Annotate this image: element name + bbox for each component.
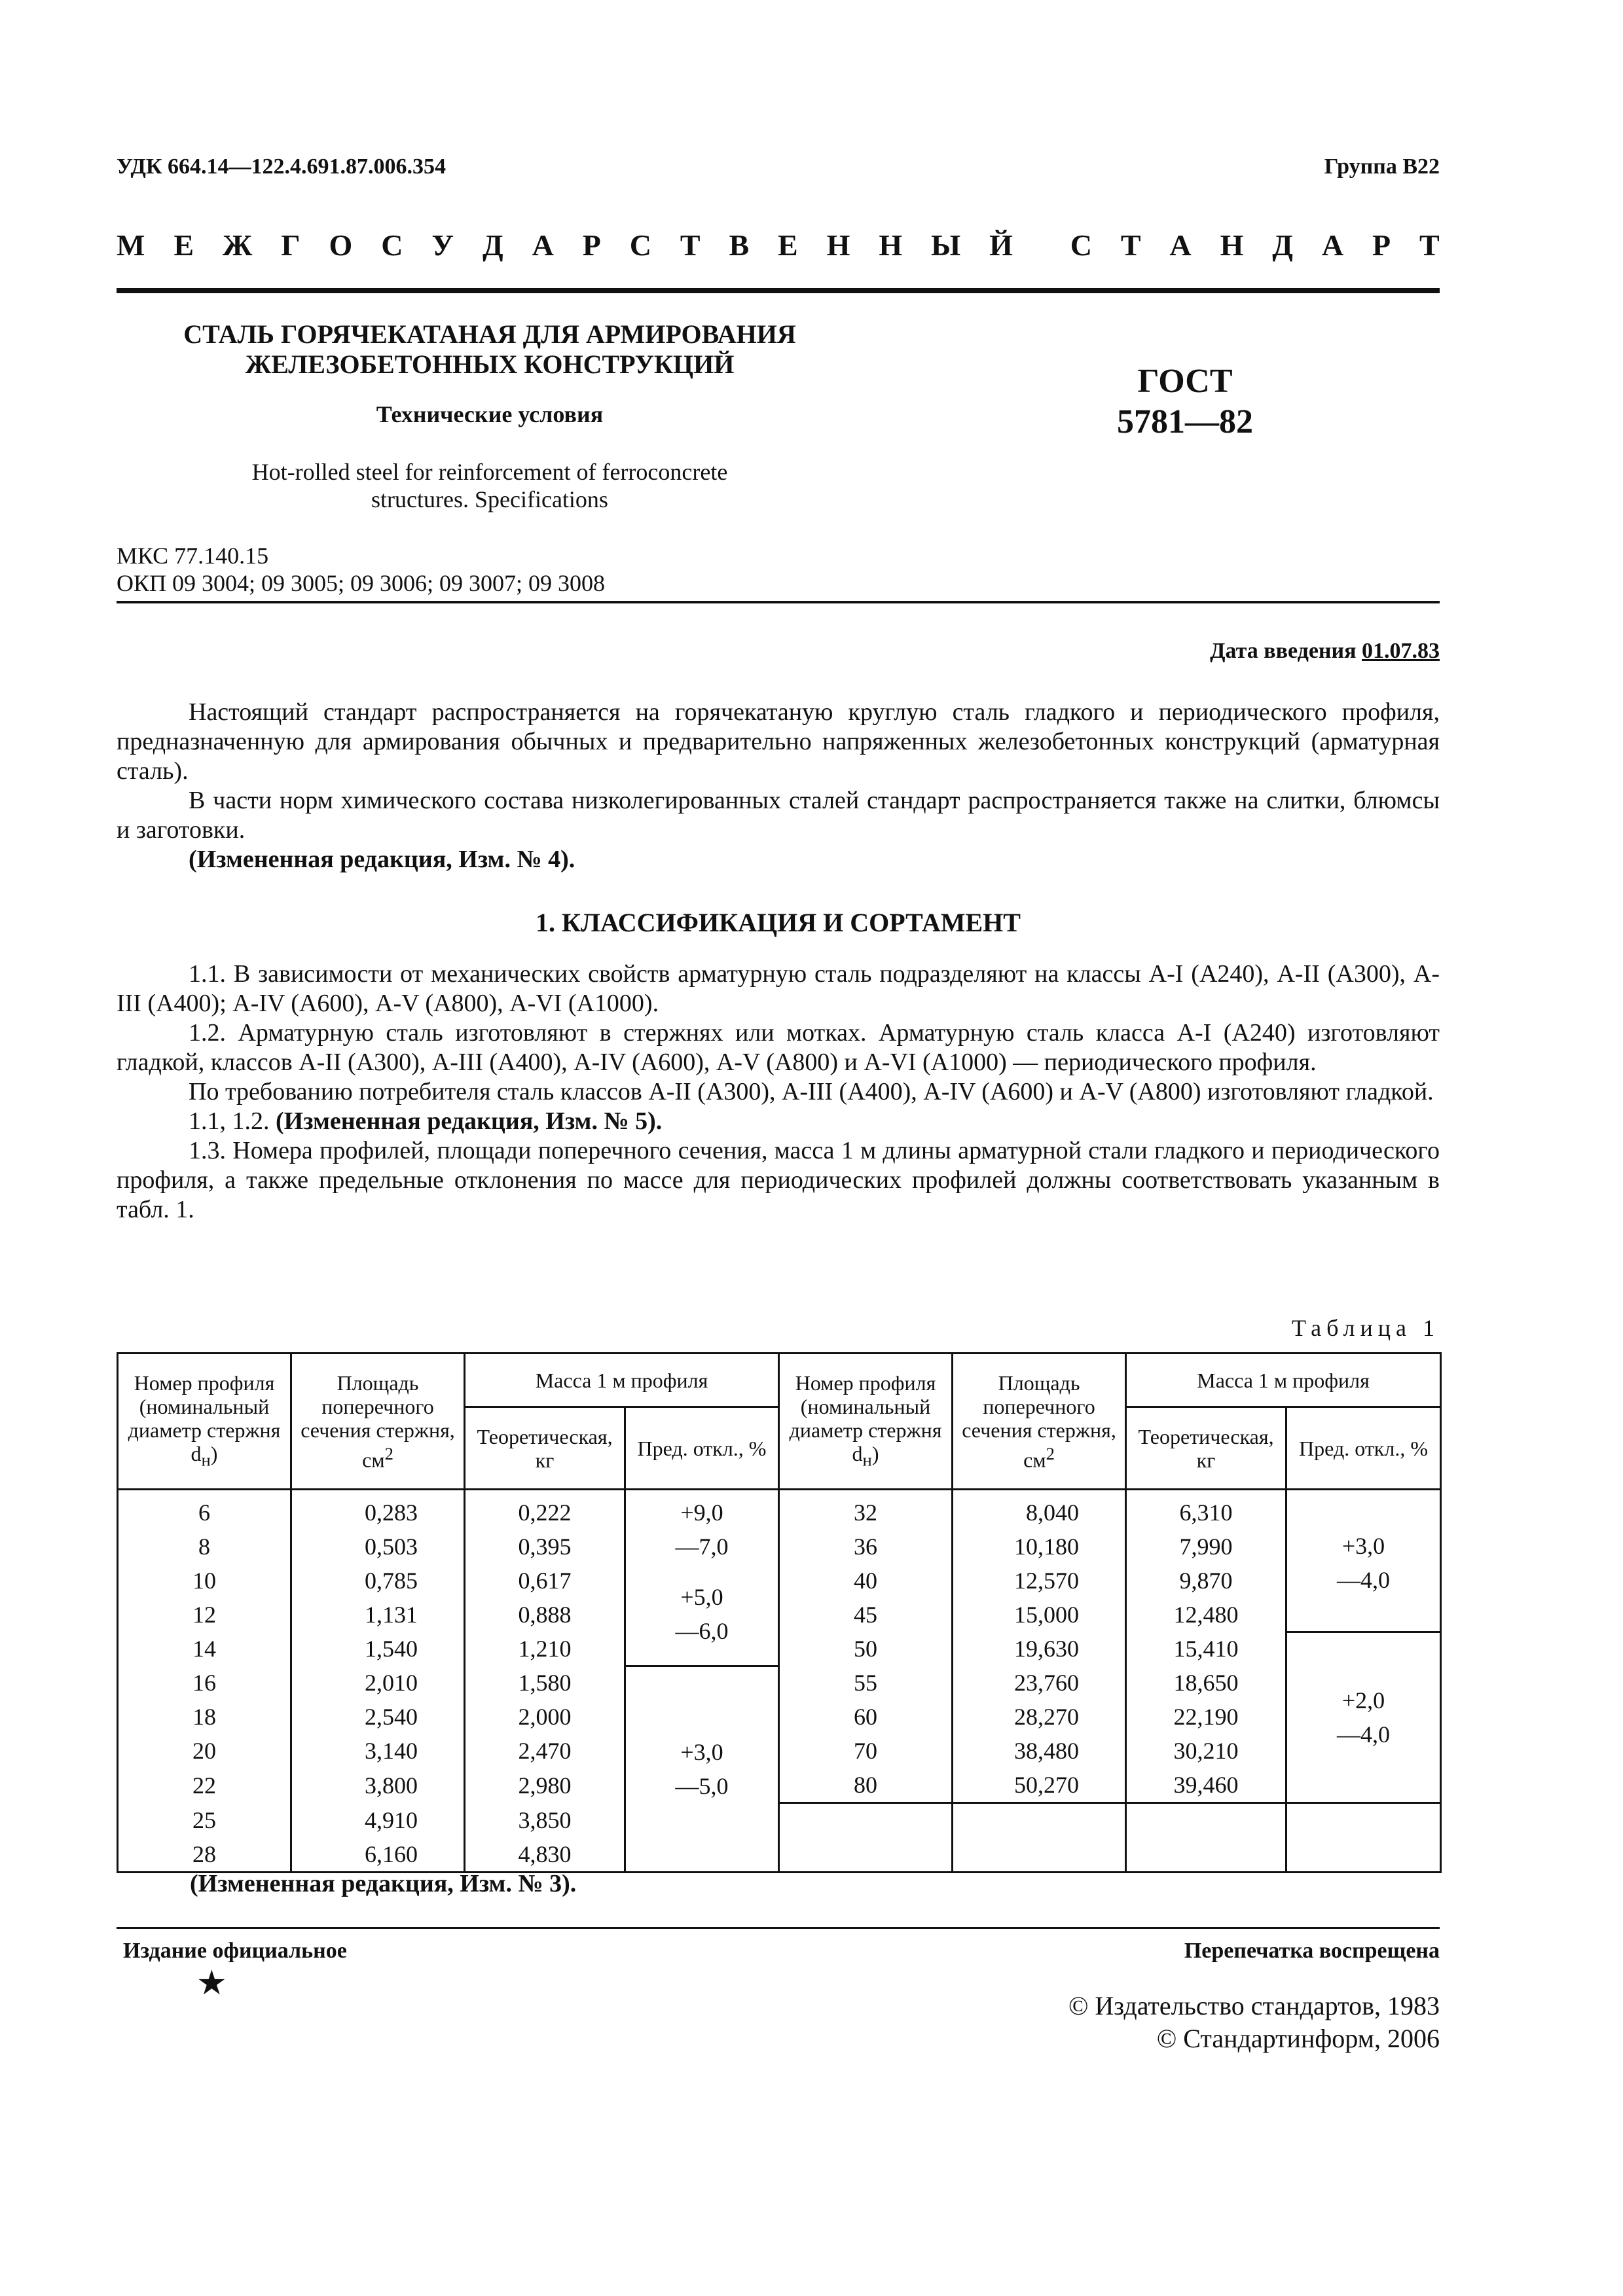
- cross-section-area: 0,785: [291, 1564, 465, 1598]
- banner-letter: Д: [483, 228, 503, 262]
- cross-section-area: 12,570: [953, 1564, 1126, 1598]
- clause-1-1-1-2-change-note: [117, 1107, 1440, 1136]
- banner-letter: Й: [989, 228, 1013, 262]
- mass-deviation: —7,0: [625, 1530, 779, 1564]
- english-title-line-1: Hot-rolled steel for reinforcement of ferroconcrete: [251, 459, 728, 485]
- header-profile-right: Номер профиля (номинальный диаметр стержня $d_н$): [779, 1354, 953, 1490]
- table-change-note: (Измененная редакция, Изм. № 3).: [190, 1870, 577, 1897]
- deviation-plus: +5,0: [680, 1584, 723, 1611]
- header-dev-right: Пред. откл., %: [1286, 1407, 1441, 1490]
- header-rule: [117, 288, 1440, 293]
- title-rule: [117, 601, 1440, 603]
- profile-number: 8: [118, 1530, 291, 1564]
- cross-section-area: 6,160: [291, 1837, 465, 1873]
- banner-letter: Т: [680, 228, 701, 262]
- theoretical-mass: 15,410: [1126, 1632, 1286, 1666]
- theoretical-mass: 18,650: [1126, 1666, 1286, 1700]
- profile-number: 28: [118, 1837, 291, 1873]
- section-1-text: [117, 960, 1440, 1225]
- cross-section-area: 50,270: [953, 1768, 1126, 1803]
- table-row: [118, 1598, 1441, 1632]
- banner-letter: Р: [1372, 228, 1391, 262]
- cross-section-area: 2,010: [291, 1666, 465, 1700]
- cross-section-area: 15,000: [953, 1598, 1126, 1632]
- english-title: [117, 458, 863, 513]
- banner-letter: О: [329, 228, 353, 262]
- table-row: [118, 1734, 1441, 1768]
- profile-number: 18: [118, 1700, 291, 1734]
- clause-1-1: 1.1. В зависимости от механических свойств арматурную сталь подразделяют на классы А-I (А240), А-II (А300), А-III (А400); А-IV (А600), А-V (А800), А-VI (А1000).: [117, 960, 1440, 1017]
- profile-number: 36: [779, 1530, 953, 1564]
- theoretical-mass: 9,870: [1126, 1564, 1286, 1598]
- theoretical-mass: 0,222: [465, 1490, 625, 1530]
- copyright-2006: © Стандартинформ, 2006: [1156, 2024, 1440, 2053]
- banner-letter: Н: [826, 228, 850, 262]
- deviation-minus: —6,0: [675, 1618, 729, 1645]
- table-1: [117, 1352, 1442, 1873]
- change-note-prefix: 1.1, 1.2.: [189, 1107, 270, 1135]
- mass-deviation-empty: [1286, 1803, 1441, 1873]
- theoretical-mass: 39,460: [1126, 1768, 1286, 1803]
- header-mass-left: Масса 1 м профиля: [465, 1354, 779, 1407]
- banner-letter: Д: [1272, 228, 1293, 262]
- banner-letter: Т: [1120, 228, 1141, 262]
- change-note-text: (Измененная редакция, Изм. № 5).: [276, 1107, 663, 1135]
- section-1-heading: 1. КЛАССИФИКАЦИЯ И СОРТАМЕНТ: [536, 908, 1021, 937]
- cross-section-area: 0,283: [291, 1490, 465, 1530]
- banner-letter: Е: [173, 228, 194, 262]
- profile-number: 40: [779, 1564, 953, 1598]
- copyright-1983: © Издательство стандартов, 1983: [1068, 1991, 1440, 2020]
- profile-number: 20: [118, 1734, 291, 1768]
- cross-section-area: 3,800: [291, 1768, 465, 1803]
- profile-number: 25: [118, 1803, 291, 1837]
- table-row: [118, 1803, 1441, 1837]
- profile-number: 45: [779, 1598, 953, 1632]
- profile-number: 22: [118, 1768, 291, 1803]
- cross-section-area: 23,760: [953, 1666, 1126, 1700]
- theoretical-mass: 22,190: [1126, 1700, 1286, 1734]
- document-title: [117, 319, 863, 380]
- theoretical-mass: 30,210: [1126, 1734, 1286, 1768]
- cross-section-area: 38,480: [953, 1734, 1126, 1768]
- title-line-1: СТАЛЬ ГОРЯЧЕКАТАНАЯ ДЛЯ АРМИРОВАНИЯ: [183, 319, 796, 349]
- cross-section-area: 8,040: [953, 1490, 1126, 1530]
- banner-letter: С: [1070, 228, 1092, 262]
- profile-number: 14: [118, 1632, 291, 1666]
- cross-section-area: 0,503: [291, 1530, 465, 1564]
- deviation-minus: —4,0: [1337, 1721, 1391, 1748]
- theoretical-mass: 6,310: [1126, 1490, 1286, 1530]
- profile-number: 12: [118, 1598, 291, 1632]
- banner-letter: Н: [879, 228, 903, 262]
- deviation-plus: +3,0: [680, 1738, 723, 1765]
- table-row: [118, 1700, 1441, 1734]
- profile-number: 10: [118, 1564, 291, 1598]
- clause-1-3: 1.3. Номера профилей, площади поперечного сечения, масса 1 м длины арматурной стали гладкого и периодического профиля, а также предельные отклонения по массе для периодических профилей должны соответствовать указанным в табл. 1.: [117, 1137, 1440, 1223]
- cross-section-area: 1,540: [291, 1632, 465, 1666]
- header-mass-right: Масса 1 м профиля: [1126, 1354, 1441, 1407]
- banner-letter: Ы: [931, 228, 961, 262]
- banner-letter: Т: [1419, 228, 1440, 262]
- table-row: [118, 1564, 1441, 1598]
- footer-rule: [117, 1927, 1440, 1929]
- classification-codes: [117, 542, 605, 597]
- cross-section-area: 10,180: [953, 1530, 1126, 1564]
- banner-letter: Н: [1220, 228, 1244, 262]
- theoretical-mass: 2,470: [465, 1734, 625, 1768]
- document-subtitle: Технические условия: [376, 401, 604, 427]
- cross-section-area-empty: [953, 1803, 1126, 1873]
- cross-section-area: 28,270: [953, 1700, 1126, 1734]
- theoretical-mass: 0,617: [465, 1564, 625, 1598]
- profile-number: 55: [779, 1666, 953, 1700]
- clause-1-2: 1.2. Арматурную сталь изготовляют в стержнях или мотках. Арматурную сталь класса А-I (А240) изготовляют гладкой, классов А-II (А300), А-III (А400), А-IV (А600), А-V (А800) и А-VI (А1000) — периодического профиля.: [117, 1019, 1440, 1076]
- banner-letter: С: [381, 228, 403, 262]
- effective-date-value: 01.07.83: [1362, 639, 1440, 663]
- deviation-minus: —5,0: [675, 1772, 729, 1799]
- banner-letter: А: [1321, 228, 1344, 262]
- banner-letter: Е: [778, 228, 798, 262]
- theoretical-mass: 7,990: [1126, 1530, 1286, 1564]
- gost-number: 5781—82: [1117, 403, 1253, 440]
- theoretical-mass: 0,395: [465, 1530, 625, 1564]
- theoretical-mass: 12,480: [1126, 1598, 1286, 1632]
- cross-section-area: 19,630: [953, 1632, 1126, 1666]
- intro-paragraph-1: Настоящий стандарт распространяется на горячекатаную круглую сталь гладкого и периодического профиля, предназначенную для армирования обычных и предварительно напряженных железобетонных конструкций (арматурная сталь).: [117, 698, 1440, 785]
- clause-1-2-addition: По требованию потребителя сталь классов А-II (А300), А-III (А400), А-IV (А600) и А-V (А800) изготовляют гладкой.: [189, 1078, 1434, 1105]
- profile-number: 80: [779, 1768, 953, 1803]
- header-theor-left: Теоретическая, кг: [465, 1407, 625, 1490]
- english-title-line-2: structures. Specifications: [371, 486, 608, 512]
- profile-number: 6: [118, 1490, 291, 1530]
- profile-number: 16: [118, 1666, 291, 1700]
- effective-date-label: Дата введения: [1210, 639, 1357, 663]
- banner-letter: Ж: [222, 228, 253, 262]
- theoretical-mass: 1,210: [465, 1632, 625, 1666]
- mass-deviation: [1286, 1632, 1441, 1803]
- table-row: [118, 1666, 1441, 1700]
- banner-letter: А: [1169, 228, 1192, 262]
- table-row: [118, 1530, 1441, 1564]
- gost-designation: [1034, 361, 1336, 442]
- theoretical-mass: 3,850: [465, 1803, 625, 1837]
- intro-text: [117, 698, 1440, 874]
- profile-number-empty: [779, 1803, 953, 1873]
- table-row: [118, 1490, 1441, 1530]
- official-edition-label: Издание официальное: [123, 1939, 347, 1963]
- reprint-prohibited-label: Перепечатка воспрещена: [1184, 1939, 1440, 1963]
- cross-section-area: 2,540: [291, 1700, 465, 1734]
- star-icon: ★: [196, 1965, 227, 2002]
- effective-date: [1210, 639, 1440, 664]
- banner-letter: В: [729, 228, 750, 262]
- table-row: [118, 1632, 1441, 1666]
- table-row: [118, 1768, 1441, 1803]
- deviation-plus: +2,0: [1341, 1687, 1385, 1713]
- intro-change-note: (Измененная редакция, Изм. № 4).: [189, 846, 575, 873]
- profile-number: 32: [779, 1490, 953, 1530]
- theoretical-mass: 2,980: [465, 1768, 625, 1803]
- banner-letter: М: [117, 228, 145, 262]
- interstate-standard-banner: [117, 228, 1440, 262]
- header-area-left: Площадь поперечного сечения стержня, $см^2$: [291, 1354, 465, 1490]
- cross-section-area: 1,131: [291, 1598, 465, 1632]
- mass-deviation: [625, 1564, 779, 1666]
- theoretical-mass: 0,888: [465, 1598, 625, 1632]
- cross-section-area: 3,140: [291, 1734, 465, 1768]
- group-code: Группа В22: [1324, 154, 1440, 179]
- banner-letter: А: [532, 228, 554, 262]
- table-1-caption: Таблица 1: [1292, 1315, 1440, 1341]
- profile-number: 70: [779, 1734, 953, 1768]
- profile-number: 60: [779, 1700, 953, 1734]
- udk-code: УДК 664.14—122.4.691.87.006.354: [117, 154, 447, 179]
- header-dev-left: Пред. откл., %: [625, 1407, 779, 1490]
- theoretical-mass: 4,830: [465, 1837, 625, 1873]
- mks-code: МКС 77.140.15: [117, 543, 269, 569]
- header-area-right: Площадь поперечного сечения стержня, $см^2$: [953, 1354, 1126, 1490]
- theoretical-mass-empty: [1126, 1803, 1286, 1873]
- intro-paragraph-2: В части норм химического состава низколегированных сталей стандарт распространяется также на слитки, блюмсы и заготовки.: [117, 787, 1440, 844]
- banner-letter: С: [629, 228, 651, 262]
- banner-letter: Р: [582, 228, 601, 262]
- banner-letter: Г: [281, 228, 301, 262]
- theoretical-mass: 2,000: [465, 1700, 625, 1734]
- banner-letter: У: [431, 228, 454, 262]
- cross-section-area: 4,910: [291, 1803, 465, 1837]
- profile-number: 50: [779, 1632, 953, 1666]
- mass-deviation: [1286, 1490, 1441, 1632]
- deviation-minus: —4,0: [1337, 1567, 1391, 1594]
- okp-code: ОКП 09 3004; 09 3005; 09 3006; 09 3007; 09 3008: [117, 570, 606, 596]
- title-line-2: ЖЕЛЕЗОБЕТОННЫХ КОНСТРУКЦИЙ: [245, 350, 735, 379]
- theoretical-mass: 1,580: [465, 1666, 625, 1700]
- header-profile-left: Номер профиля (номинальный диаметр стержня $d_н$): [118, 1354, 291, 1490]
- deviation-plus: +3,0: [1341, 1533, 1385, 1560]
- gost-label: ГОСТ: [1137, 363, 1233, 400]
- mass-deviation: [625, 1666, 779, 1872]
- mass-deviation: +9,0: [625, 1490, 779, 1530]
- header-theor-right: Теоретическая, кг: [1126, 1407, 1286, 1490]
- copyright-block: [1068, 1990, 1440, 2055]
